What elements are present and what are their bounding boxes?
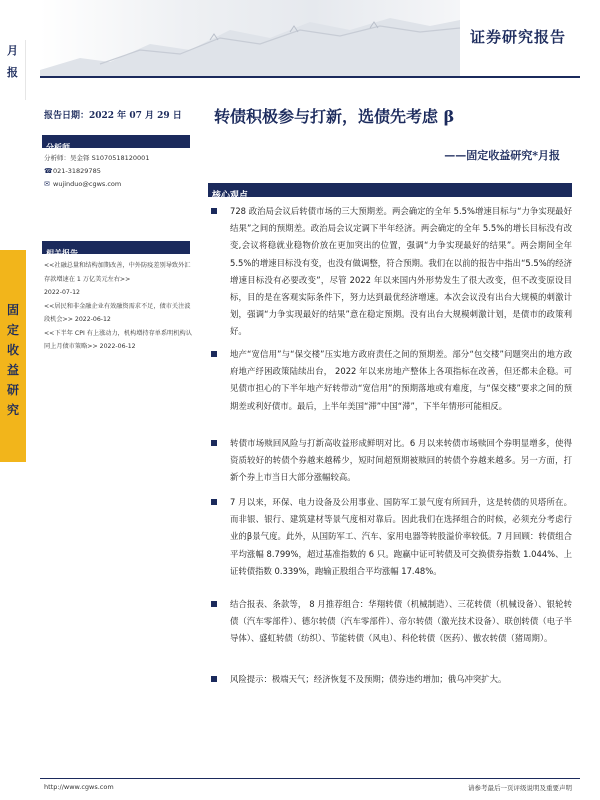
related-report-date: 2022-06-12 (99, 343, 136, 350)
bullet-paragraph (208, 494, 572, 580)
footer-website-link[interactable]: http://www.cgws.com (44, 783, 114, 791)
analyst-phone: 021-31829785 (53, 167, 101, 175)
great-wall-illustration (40, 0, 460, 76)
bullet-square-icon (208, 435, 230, 487)
analyst-section-label: 分析师 (46, 143, 70, 152)
footer-divider (40, 778, 580, 779)
frequency-char: 报 (7, 66, 18, 79)
side-tab-char: 究 (6, 403, 19, 417)
paragraph-text: 728 政治局会议后转债市场的三大预期差。两会确定的全年 5.5%增速目标与“力争实现最好结果”之间的预期差。政治局会议定调下半年经济。两会确定的全年 5.5%的增长目标没有改变,会议将稳就业稳物价放在更加突出的位置，强调“力争实现最好的结果”。两会期间全年 5.5%的增速目标没有变，也没有做调整，符合预期。我们在以前的报告中指出“5.5%的经济增速目标没有必要改变”，尽管 2022 年以来国内外形势发生了很大改变，但不改变原设目标，目的是在客观实际条件下，努力达到最优经济增速。本次会议没有出台大规模的刺激计划，强调“力争实现最好的结果”意在稳定预期。没有出台大规模刺激计划，是债市的政策利好。 (230, 206, 572, 337)
related-report-title: <<居民和非金融企业有效融资需求不足，债市关注波段机会>> (44, 302, 191, 323)
bullet-square-icon (208, 596, 230, 648)
related-report-item[interactable] (44, 300, 194, 327)
bullet-square-icon (208, 203, 230, 341)
page-subtitle: ——固定收益研究*月报 (444, 149, 560, 162)
related-report-item[interactable] (44, 327, 194, 354)
analyst-info (44, 152, 149, 191)
related-report-item[interactable] (44, 259, 194, 300)
side-tab-char: 研 (6, 383, 19, 397)
bullet-paragraph (208, 435, 572, 487)
related-report-date: 2022-06-12 (74, 316, 111, 323)
bullet-paragraph (208, 596, 572, 648)
related-report-title: <<下半年 CPI 有上涨动力，机构增持存单系明机构认同上月债市策略>> (44, 329, 192, 350)
paragraph-text: 地产“宽信用”与“保交楼”压实地方政府责任之间的预期差。部分“包交楼”问题突出的地方政府地产纾困政策陆续出台， 2022 年以来房地产整体上各项指标在改善，但还都未企稳。可见债市担心的下半年地产好转带动“宽信用”的预期落地或有难度，与“保交楼”要求之间的预期差或利好债市。最后，上半年美国“滞”中国“滞”，下半年情形可能相反。 (230, 349, 572, 411)
related-report-title: <<社融总量和结构加期改善，中外防疫差别导致外汇存款增速在 1 万亿美元左右>> (44, 262, 191, 283)
analyst-section-header (42, 135, 190, 152)
header-banner-image (40, 0, 460, 76)
report-date: 报告日期：2022 年 07 月 29 日 (44, 111, 182, 121)
core-view-label: 核心观点 (212, 191, 249, 201)
paragraph-text: 结合报表、条款等， 8 月推荐组合：华翔转债（机械制造）、三花转债（机械设备）、银轮转债（汽车零部件）、德尔转债（汽车零部件）、帝尔转债（激光技术设备）、联创转债（电子半导体）、盛虹转债（纺织）、节能转债（风电）、科伦转债（医药）、傲农转债（猪周期）。 (230, 599, 572, 644)
related-reports-label: 相关报告 (46, 249, 78, 258)
bullet-square-icon (208, 494, 230, 580)
related-report-date: 2022-07-12 (44, 289, 80, 296)
side-tab-char: 益 (6, 363, 19, 377)
related-reports-list (44, 259, 194, 354)
report-type-title: 证券研究报告 (469, 28, 566, 46)
bullet-paragraph (208, 203, 572, 341)
bullet-paragraph (208, 346, 572, 415)
analyst-name: 分析师：吴金铎 S1070518120001 (44, 154, 150, 162)
page-title: 转债积极参与打新，选债先考虑 β (214, 107, 455, 126)
paragraph-text: 转债市场赎回风险与打新高收益形成鲜明对比。6 月以来转债市场赎回个券明显增多，使得资质较好的转债个券越来越稀少，短时间超预期被赎回的转债个券越来越多。另一方面，打新个券上市当日大部分涨幅较高。 (230, 438, 572, 483)
category-side-tab (0, 250, 26, 462)
core-view-header (208, 183, 572, 201)
header-divider (40, 76, 580, 78)
frequency-char: 月 (7, 44, 18, 57)
paragraph-text: 风险提示：极端天气；经济恢复不及预期；债券违约增加；俄乌冲突扩大。 (230, 674, 507, 684)
phone-icon: ☎ (44, 167, 53, 175)
analyst-email[interactable]: wujinduo@cgws.com (53, 180, 122, 188)
paragraph-text: 7 月以来，环保、电力设备及公用事业、国防军工景气度有所回升，这是转债的贝塔所在。而非银、银行、建筑建材等景气度相对靠后。因此我们在选择组合的时候，必须充分考虑行业的β景气度。此外，从国防军工、汽车、家用电器等转股溢价率较低。7 月回顾：转债组合平均涨幅 8.799%，超过基准指数的 6 只。跑赢中证可转债及可交换债券指数 1.044%、上证转债指数 0.339%，跑输正股组合平均涨幅 17.48%。 (230, 497, 572, 576)
bullet-paragraph (208, 671, 572, 688)
email-icon: ✉ (44, 180, 50, 188)
bullet-square-icon (208, 671, 230, 688)
side-tab-char: 定 (6, 323, 19, 337)
related-reports-header (42, 241, 190, 258)
side-tab-char: 收 (6, 343, 19, 357)
bullet-square-icon (208, 346, 230, 415)
report-frequency-label (0, 40, 26, 100)
side-tab-char: 固 (6, 303, 19, 317)
footer-disclaimer: 请参考最后一页评级说明及重要声明 (468, 784, 572, 792)
